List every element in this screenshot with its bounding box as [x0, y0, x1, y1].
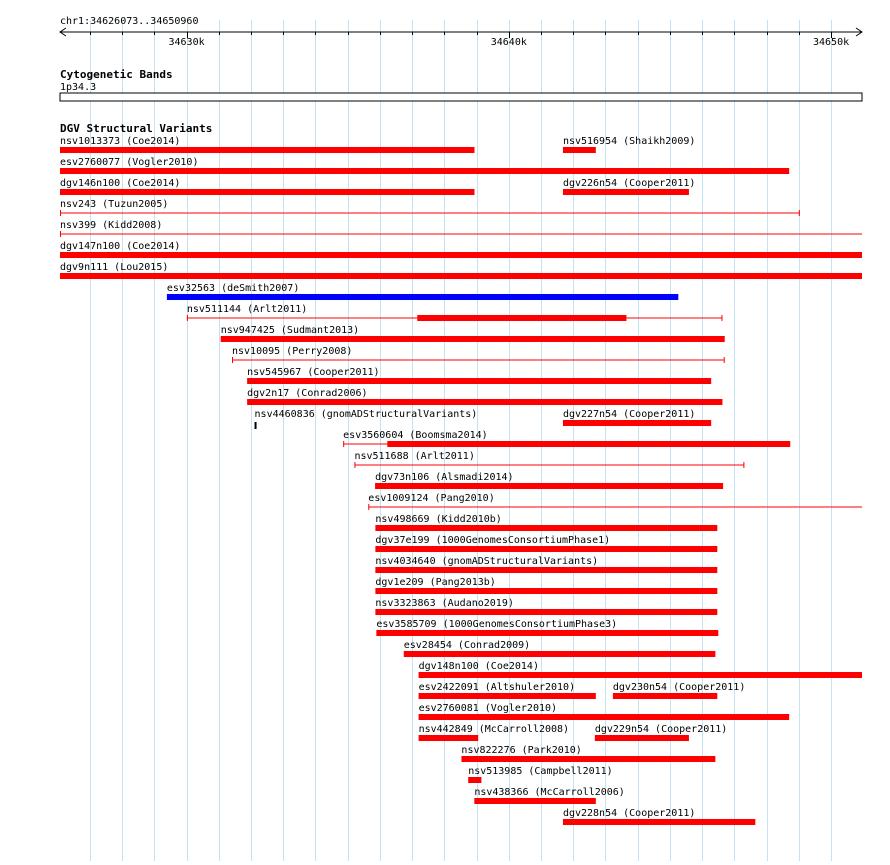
- variant-bar[interactable]: [221, 336, 725, 342]
- variant-feature[interactable]: [419, 682, 596, 699]
- variant-feature[interactable]: [368, 493, 862, 510]
- variant-label: esv32563 (deSmith2007): [166, 283, 300, 294]
- variant-feature[interactable]: [563, 178, 695, 195]
- variant-label: nsv442849 (McCarroll2008): [418, 724, 570, 735]
- variant-label: nsv3323863 (Audano2019): [375, 598, 514, 609]
- variant-label: nsv4034640 (gnomADStructuralVariants): [375, 556, 599, 567]
- variant-label: esv2760077 (Vogler2010): [60, 157, 199, 168]
- cytoband-bar[interactable]: [60, 93, 862, 101]
- variant-feature[interactable]: [375, 577, 717, 594]
- variant-label: dgv147n100 (Coe2014): [60, 241, 181, 252]
- dgv-track-title: DGV Structural Variants: [60, 122, 213, 135]
- region-label: chr1:34626073..34650960: [60, 16, 199, 27]
- variant-label: nsv1013373 (Coe2014): [60, 136, 181, 147]
- variant-bar[interactable]: [60, 147, 474, 153]
- variant-feature[interactable]: [60, 199, 800, 216]
- variant-feature[interactable]: [221, 325, 725, 342]
- variant-label: esv1009124 (Pang2010): [368, 493, 495, 504]
- variant-label: dgv37e199 (1000GenomesConsortiumPhase1): [375, 535, 611, 546]
- variant-label: esv28454 (Conrad2009): [403, 640, 531, 651]
- variant-bar[interactable]: [375, 609, 717, 615]
- variant-bar[interactable]: [474, 798, 595, 804]
- variant-label: nsv10095 (Perry2008): [231, 346, 353, 357]
- cytoband-track: [60, 68, 862, 101]
- variant-label: dgv73n106 (Alsmadi2014): [375, 472, 514, 483]
- variant-label: nsv947425 (Sudmant2013): [220, 325, 360, 336]
- variant-bar[interactable]: [375, 483, 723, 489]
- ruler-tick-label: 34630k: [168, 37, 205, 48]
- variant-feature[interactable]: [60, 157, 789, 174]
- variant-tick[interactable]: [255, 422, 257, 429]
- variant-feature[interactable]: [563, 409, 711, 426]
- variant-feature[interactable]: [247, 388, 722, 405]
- variant-label: esv3560604 (Boomsma2014): [343, 430, 488, 441]
- variant-feature[interactable]: [419, 661, 862, 678]
- variant-label: esv3585709 (1000GenomesConsortiumPhase3): [376, 619, 618, 630]
- variant-label: nsv545967 (Cooper2011): [247, 367, 380, 378]
- variant-feature[interactable]: [404, 640, 716, 657]
- variant-bar[interactable]: [404, 651, 716, 657]
- ruler[interactable]: [60, 16, 862, 48]
- variant-feature[interactable]: [375, 535, 717, 552]
- variant-bar[interactable]: [60, 189, 474, 195]
- variant-label: dgv227n54 (Cooper2011): [562, 409, 696, 420]
- variant-bar[interactable]: [419, 714, 790, 720]
- variant-bar[interactable]: [563, 189, 689, 195]
- variant-label: esv2760081 (Vogler2010): [418, 703, 558, 714]
- ruler-tick-label: 34650k: [813, 37, 850, 48]
- variant-feature[interactable]: [232, 346, 725, 363]
- variant-label: nsv513985 (Campbell2011): [468, 766, 613, 777]
- variant-bar[interactable]: [419, 693, 596, 699]
- variant-feature[interactable]: [375, 514, 717, 531]
- variant-feature[interactable]: [60, 220, 862, 237]
- variant-bar[interactable]: [563, 147, 596, 153]
- variant-label: dgv230n54 (Cooper2011): [612, 682, 746, 693]
- variant-feature[interactable]: [343, 430, 790, 447]
- variant-feature[interactable]: [255, 409, 478, 429]
- variant-label: esv2422091 (Altshuler2010): [418, 682, 576, 693]
- variant-feature[interactable]: [474, 787, 625, 804]
- variant-label: dgv229n54 (Cooper2011): [594, 724, 728, 735]
- variant-label: dgv148n100 (Coe2014): [418, 661, 539, 672]
- variant-feature[interactable]: [419, 703, 790, 720]
- variant-feature[interactable]: [468, 766, 612, 783]
- variant-bar[interactable]: [595, 735, 689, 741]
- variant-bar[interactable]: [60, 252, 862, 258]
- variant-label: dgv2n17 (Conrad2006): [247, 388, 368, 399]
- variant-bar[interactable]: [375, 588, 717, 594]
- cytoband-label[interactable]: 1p34.3: [60, 82, 97, 93]
- variant-label: nsv516954 (Shaikh2009): [562, 136, 696, 147]
- variant-bar[interactable]: [247, 378, 711, 384]
- variant-bar[interactable]: [563, 420, 711, 426]
- variant-label: nsv243 (Tuzun2005): [60, 199, 169, 210]
- variant-label: dgv9n111 (Lou2015): [60, 262, 169, 273]
- variant-feature[interactable]: [167, 283, 678, 300]
- ruler-ticks: [91, 32, 850, 48]
- variant-bar[interactable]: [563, 819, 755, 825]
- variant-feature[interactable]: [563, 808, 755, 825]
- variant-label: dgv228n54 (Cooper2011): [562, 808, 696, 819]
- variant-bar[interactable]: [167, 294, 678, 300]
- variant-bar[interactable]: [417, 315, 626, 321]
- variant-bar[interactable]: [375, 525, 717, 531]
- variant-label: dgv226n54 (Cooper2011): [562, 178, 696, 189]
- variant-feature[interactable]: [60, 262, 862, 279]
- variant-bar[interactable]: [375, 567, 717, 573]
- variant-bar[interactable]: [387, 441, 790, 447]
- variant-bar[interactable]: [613, 693, 717, 699]
- variant-label: nsv511144 (Arlt2011): [186, 304, 308, 315]
- variant-label: nsv4460836 (gnomADStructuralVariants): [254, 409, 478, 420]
- variant-feature[interactable]: [419, 724, 570, 741]
- variant-label: nsv399 (Kidd2008): [60, 220, 163, 231]
- variant-feature[interactable]: [461, 745, 715, 762]
- variant-bar[interactable]: [419, 672, 862, 678]
- variant-label: nsv498669 (Kidd2010b): [375, 514, 502, 525]
- variant-feature[interactable]: [376, 619, 718, 636]
- variant-label: dgv146n100 (Coe2014): [60, 178, 181, 189]
- variant-feature[interactable]: [375, 598, 717, 615]
- variant-label: nsv822276 (Park2010): [461, 745, 582, 756]
- variant-feature[interactable]: [613, 682, 745, 699]
- variant-feature[interactable]: [563, 136, 695, 153]
- variant-bar[interactable]: [375, 546, 717, 552]
- variant-bar[interactable]: [461, 756, 715, 762]
- variant-bar[interactable]: [419, 735, 479, 741]
- variant-bar[interactable]: [60, 168, 789, 174]
- variant-label: dgv1e209 (Pang2013b): [375, 577, 496, 588]
- variant-feature[interactable]: [187, 304, 723, 321]
- ruler-tick-label: 34640k: [490, 37, 527, 48]
- variant-bar[interactable]: [468, 777, 481, 783]
- dgv-variant-track: [60, 122, 862, 825]
- variant-features: [60, 136, 862, 825]
- variant-feature[interactable]: [595, 724, 727, 741]
- cytoband-track-title: Cytogenetic Bands: [60, 68, 173, 81]
- variant-feature[interactable]: [375, 556, 717, 573]
- variant-bar[interactable]: [247, 399, 722, 405]
- variant-feature[interactable]: [354, 451, 744, 468]
- variant-feature[interactable]: [60, 241, 862, 258]
- variant-bar[interactable]: [60, 273, 862, 279]
- variant-label: nsv438366 (McCarroll2006): [474, 787, 625, 798]
- variant-feature[interactable]: [247, 367, 711, 384]
- variant-bar[interactable]: [376, 630, 718, 636]
- variant-label: nsv511688 (Arlt2011): [354, 451, 475, 462]
